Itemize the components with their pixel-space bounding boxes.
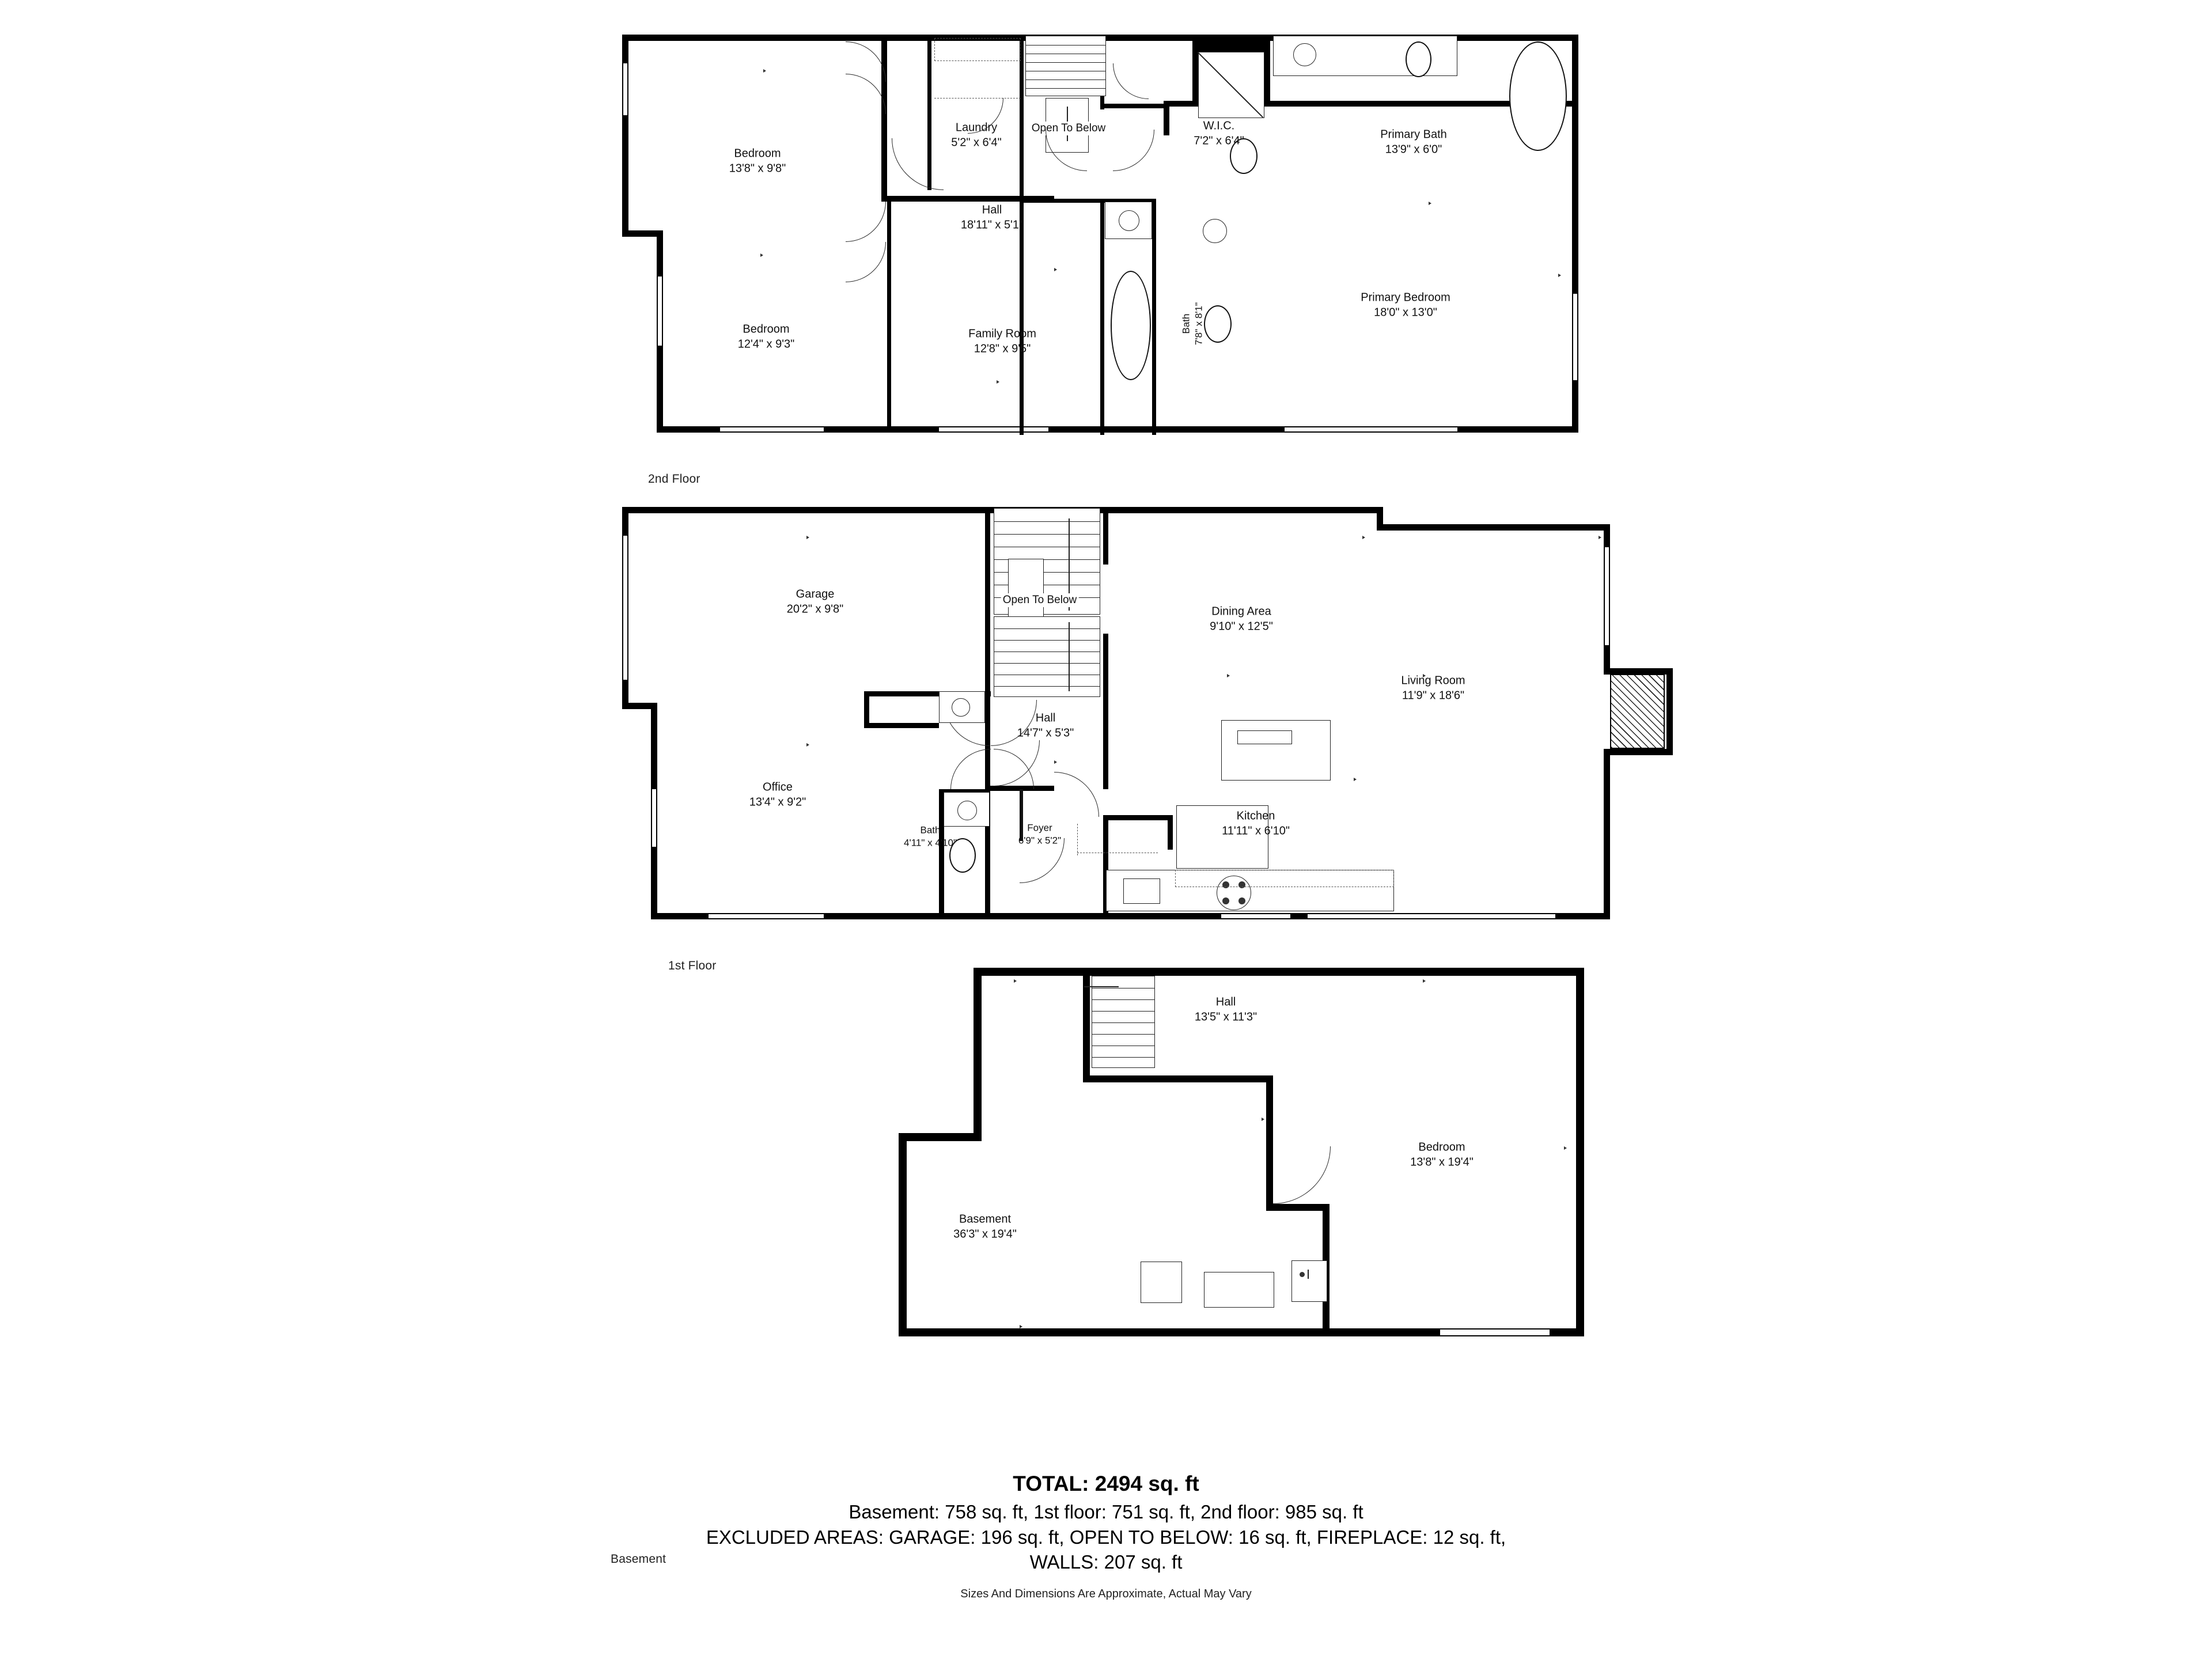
window bbox=[939, 426, 1048, 433]
room-label-laundry bbox=[951, 120, 1001, 150]
wall-interior bbox=[1083, 976, 1090, 1082]
island-top bbox=[1237, 730, 1292, 744]
wall-interior bbox=[1264, 35, 1270, 107]
room-label-wic bbox=[1194, 119, 1244, 148]
room-dimensions: 12'8" x 9'5" bbox=[974, 342, 1031, 355]
room-label-living-room bbox=[1401, 673, 1465, 703]
view-marker bbox=[1354, 778, 1357, 781]
room-dimensions: 13'8" x 9'8" bbox=[729, 162, 786, 175]
room-label-kitchen bbox=[1222, 809, 1290, 838]
room-name: Bath bbox=[920, 824, 941, 836]
utility-mark bbox=[1308, 1270, 1309, 1279]
total-square-footage: TOTAL: 2494 sq. ft bbox=[1013, 1472, 1199, 1495]
kitchen-sink bbox=[1123, 878, 1160, 904]
window bbox=[622, 536, 628, 680]
room-name: Hall bbox=[1035, 711, 1056, 725]
burner-dot bbox=[1222, 897, 1229, 904]
door-swing bbox=[950, 749, 991, 789]
sink-basin bbox=[952, 698, 970, 717]
view-marker bbox=[806, 536, 809, 539]
wall-interior bbox=[1152, 199, 1156, 435]
wall-exterior bbox=[1377, 524, 1610, 531]
view-marker bbox=[1362, 536, 1365, 539]
room-name: Garage bbox=[796, 588, 835, 601]
floor-plan-first-floor bbox=[616, 501, 1630, 972]
open-to-below-label-second: Open To Below bbox=[1030, 122, 1108, 135]
wall-interior bbox=[1123, 1075, 1130, 1081]
window bbox=[1308, 913, 1555, 919]
window bbox=[720, 426, 824, 433]
view-marker bbox=[1054, 760, 1057, 764]
door-swing bbox=[1273, 1146, 1331, 1204]
door-swing bbox=[892, 138, 944, 190]
utility-box bbox=[1141, 1262, 1182, 1303]
room-name: Bedroom bbox=[743, 323, 790, 336]
window bbox=[1221, 913, 1290, 919]
room-label-hall-first bbox=[1017, 711, 1074, 740]
wall-interior bbox=[1103, 507, 1108, 565]
disclaimer: Sizes And Dimensions Are Approximate, Actual May Vary bbox=[960, 1587, 1252, 1600]
toilet bbox=[1406, 41, 1431, 77]
door-swing bbox=[1113, 63, 1149, 99]
wall-interior bbox=[887, 196, 891, 432]
room-dimensions: 14'7" x 5'3" bbox=[1017, 726, 1074, 739]
room-name: Kitchen bbox=[1236, 809, 1275, 823]
utility-box bbox=[1204, 1272, 1274, 1308]
fireplace bbox=[1610, 674, 1665, 749]
wall-exterior bbox=[899, 1133, 907, 1336]
room-name: Bath bbox=[1180, 313, 1192, 334]
wall-exterior bbox=[899, 1133, 982, 1141]
laundry-closet-opening bbox=[934, 38, 1021, 61]
burner-dot bbox=[1238, 897, 1245, 904]
room-label-hall-second bbox=[961, 203, 1023, 232]
room-name: Office bbox=[763, 781, 793, 794]
room-label-office bbox=[749, 780, 806, 809]
staircase bbox=[1025, 36, 1106, 96]
room-label-bath-second bbox=[1180, 302, 1205, 345]
room-dimensions: 12'4" x 9'3" bbox=[737, 338, 795, 350]
wall-interior bbox=[1266, 1204, 1330, 1211]
floor-label-first: 1st Floor bbox=[668, 959, 717, 972]
room-dimensions: 6'9" x 5'2" bbox=[1018, 835, 1062, 846]
view-marker bbox=[1014, 979, 1017, 983]
window bbox=[1604, 547, 1610, 645]
room-label-basement bbox=[953, 1212, 1017, 1241]
wall-interior bbox=[1104, 104, 1165, 108]
room-label-family-room bbox=[968, 327, 1036, 356]
wall-interior bbox=[1100, 199, 1104, 435]
room-name: W.I.C. bbox=[1203, 119, 1235, 132]
room-label-hall-basement bbox=[1195, 995, 1257, 1024]
room-label-primary-bath bbox=[1380, 127, 1447, 157]
door-swing bbox=[846, 242, 886, 282]
room-label-foyer bbox=[1018, 821, 1061, 847]
bathtub bbox=[1509, 41, 1567, 151]
view-marker bbox=[763, 69, 766, 73]
stair-direction-arrow bbox=[1084, 986, 1119, 987]
room-dimensions: 11'9" x 18'6" bbox=[1402, 689, 1465, 702]
view-marker bbox=[1558, 274, 1561, 277]
room-name: Hall bbox=[1215, 995, 1236, 1009]
view-marker bbox=[1020, 1325, 1022, 1328]
floor-label-second: 2nd Floor bbox=[648, 472, 700, 486]
room-dimensions: 11'11" x 6'10" bbox=[1222, 824, 1290, 837]
room-dimensions: 18'11" x 5'1" bbox=[960, 218, 1024, 231]
wall-interior bbox=[1020, 101, 1024, 435]
open-to-below-label-first: Open To Below bbox=[1001, 593, 1079, 607]
utility-dot bbox=[1300, 1272, 1305, 1277]
excluded-areas-line-1: EXCLUDED AREAS: GARAGE: 196 sq. ft, OPEN TO BELOW: 16 sq. ft, FIREPLACE: 12 sq. ft, bbox=[706, 1526, 1506, 1548]
stair-direction-arrow bbox=[1069, 622, 1070, 691]
room-dimensions: 13'5" x 11'3" bbox=[1194, 1010, 1257, 1023]
room-label-primary-bedroom bbox=[1361, 290, 1450, 320]
door-swing bbox=[846, 202, 886, 242]
wall-exterior bbox=[1604, 749, 1610, 919]
utility-sink bbox=[1291, 1260, 1327, 1302]
wall-interior bbox=[1266, 1075, 1273, 1211]
window bbox=[1285, 426, 1457, 433]
view-marker bbox=[1423, 979, 1426, 983]
view-marker bbox=[1429, 202, 1431, 205]
floor-label-basement: Basement bbox=[611, 1552, 666, 1566]
view-marker bbox=[760, 253, 763, 257]
room-name: Bedroom bbox=[1418, 1141, 1465, 1154]
room-dimensions: 13'9" x 6'0" bbox=[1385, 143, 1442, 156]
window bbox=[1572, 294, 1578, 380]
room-dimensions: 9'10" x 12'5" bbox=[1210, 620, 1273, 632]
room-name: Dining Area bbox=[1211, 605, 1271, 618]
window bbox=[709, 913, 824, 919]
upper-cabinets bbox=[1175, 870, 1394, 887]
view-marker bbox=[1227, 674, 1230, 677]
room-name: Family Room bbox=[968, 327, 1036, 340]
wall-exterior bbox=[1604, 749, 1673, 755]
room-name: Foyer bbox=[1027, 822, 1052, 834]
wall-interior bbox=[864, 691, 869, 726]
wall-interior bbox=[1020, 199, 1105, 203]
excluded-areas-line-2: WALLS: 207 sq. ft bbox=[1029, 1551, 1183, 1573]
floor-plan-second-floor bbox=[616, 29, 1584, 486]
view-marker bbox=[1262, 1118, 1264, 1121]
wall-exterior bbox=[1576, 968, 1584, 1336]
room-name: Basement bbox=[959, 1213, 1012, 1226]
appliance-outline bbox=[1077, 824, 1078, 855]
wall-interior bbox=[1168, 815, 1173, 850]
window bbox=[1440, 1328, 1550, 1336]
room-name: Primary Bath bbox=[1380, 128, 1447, 141]
room-dimensions: 4'11" x 4'10" bbox=[904, 837, 957, 848]
room-name: Primary Bedroom bbox=[1361, 291, 1450, 304]
summary-block bbox=[0, 1472, 2212, 1601]
room-label-bath-first bbox=[904, 824, 957, 849]
view-marker bbox=[1054, 268, 1057, 271]
window bbox=[657, 276, 663, 346]
kitchen-island bbox=[1221, 720, 1331, 781]
wall-exterior bbox=[1666, 668, 1673, 755]
view-marker bbox=[1423, 674, 1426, 677]
view-marker bbox=[806, 743, 809, 747]
sink-basin bbox=[1119, 210, 1139, 231]
wall-exterior bbox=[974, 968, 982, 1141]
room-dimensions: 13'8" x 19'4" bbox=[1410, 1156, 1474, 1168]
room-label-bedroom-1 bbox=[729, 146, 786, 176]
toilet bbox=[1204, 305, 1232, 343]
room-dimensions: 18'0" x 13'0" bbox=[1374, 306, 1437, 319]
door-swing bbox=[1054, 772, 1099, 817]
room-dimensions: 20'2" x 9'8" bbox=[786, 603, 844, 615]
wall-interior bbox=[864, 723, 939, 728]
sink-basin bbox=[1203, 219, 1227, 243]
sink-basin bbox=[1293, 43, 1316, 66]
staircase bbox=[1092, 976, 1155, 1068]
room-label-garage bbox=[787, 587, 844, 616]
wall-interior bbox=[1103, 634, 1108, 789]
wall-interior bbox=[881, 35, 887, 202]
room-name: Laundry bbox=[955, 121, 998, 134]
floor-breakdown: Basement: 758 sq. ft, 1st floor: 751 sq. ft, 2nd floor: 985 sq. ft bbox=[849, 1501, 1363, 1522]
room-dimensions: 5'2" x 6'4" bbox=[951, 136, 1002, 149]
room-dimensions: 7'8" x 8'1" bbox=[1193, 302, 1204, 346]
wall-exterior bbox=[974, 968, 1584, 976]
room-name: Living Room bbox=[1401, 674, 1465, 687]
room-label-bedroom-2 bbox=[738, 322, 795, 351]
sink-basin bbox=[957, 801, 977, 820]
room-dimensions: 13'4" x 9'2" bbox=[749, 796, 806, 808]
room-name: Bedroom bbox=[734, 147, 781, 160]
bathtub bbox=[1111, 271, 1151, 380]
wall-interior bbox=[1192, 35, 1198, 107]
room-label-dining-area bbox=[1210, 604, 1273, 634]
view-marker bbox=[1599, 536, 1601, 539]
view-marker bbox=[1564, 1146, 1567, 1150]
stair-opening bbox=[1008, 559, 1044, 625]
window bbox=[622, 63, 628, 115]
wall-interior bbox=[985, 507, 990, 694]
room-dimensions: 7'2" x 6'4" bbox=[1194, 134, 1244, 147]
staircase-lower bbox=[994, 616, 1100, 697]
room-label-bedroom-basement bbox=[1410, 1140, 1474, 1169]
view-marker bbox=[997, 380, 999, 384]
wall-interior bbox=[1103, 815, 1172, 820]
room-dimensions: 36'3" x 19'4" bbox=[953, 1228, 1017, 1240]
door-swing bbox=[1046, 130, 1087, 171]
window bbox=[651, 789, 657, 847]
door-swing bbox=[1113, 130, 1154, 171]
wall-interior bbox=[1083, 1075, 1273, 1082]
room-name: Hall bbox=[982, 203, 1002, 217]
